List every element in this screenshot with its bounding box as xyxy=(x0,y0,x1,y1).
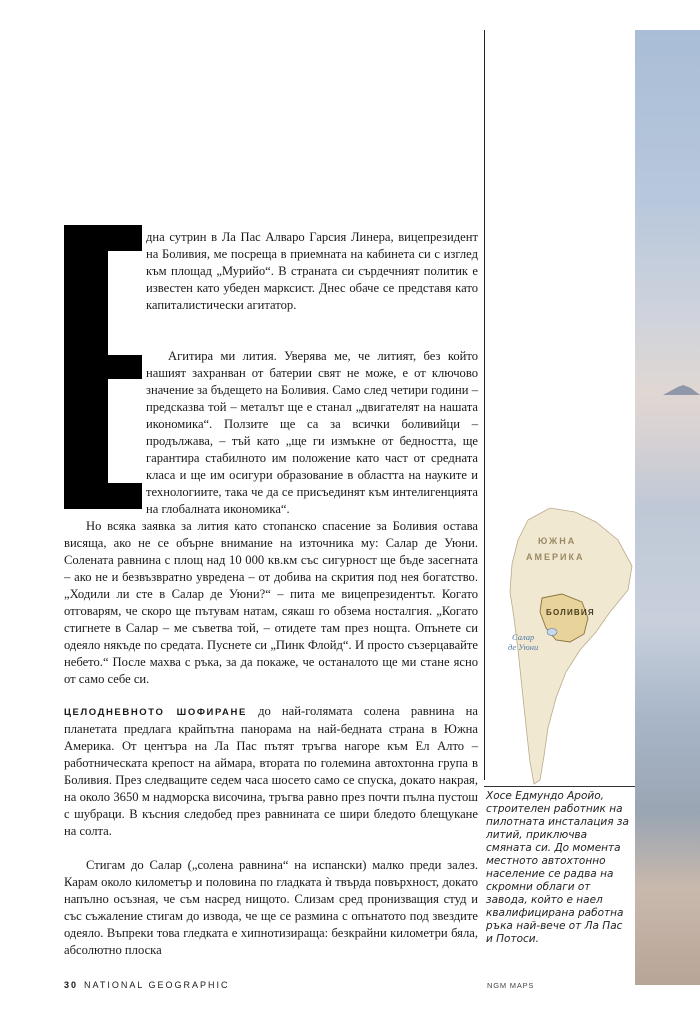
salar-de-uyuni-marker xyxy=(547,629,557,636)
paragraph-5: Стигам до Салар („солена равнина“ на испански) малко преди залез. Карам около километър и половина по гладката ѝ твърда повърхност, докато напълно осъзная, че съм насред нищото. Слизам сред пронизващия студ и със съжаление стигам до извода, че ще се размина с опънатото под звездите одеяло. Въпреки това гледката е хипнотизираща: безкрайни километри бяла, абсолютно плоска xyxy=(64,858,478,957)
magazine-name: NATIONAL GEOGRAPHIC xyxy=(84,980,230,990)
page-folio xyxy=(64,980,230,990)
paragraph-4-text: до най-голямата солена равнина на планетата предлага крайпътна панорама на най-бедната страна в Южна Америка. От центъра на Ла Пас пътят тръгва нагоре към Ел Алто – работническата крепост на аймара, втората по големина автохтонна група в Боливия. През следващите седем часа шосето само се спуска, докато накрая, на около 3650 м надморска височина, тръгва равно през почти пълна пустош с шубраци. В късния следобед през равнината се шири бледото блещукане на солта. xyxy=(64,704,478,838)
map-label-salar xyxy=(508,632,538,652)
map-label-america: АМЕРИКА xyxy=(526,552,585,562)
map-label-salar-line2: де Уюни xyxy=(508,642,539,652)
paragraph-2: Агитира ми лития. Уверява ме, че литият, без който нашият захранван от батерии свят не може, е от ключово значение за бъдещето на Боливия. Само след четири години – предсказва той – металът ще е станал „двигателят на нашата икономика“. Ползите ще са за всички боливийци – продължава, – тъй като „ще ги измъкне от бедността, ще гарантира стабилното им положение като част от средната класа и ще им осигури образование в областта на науките и технологиите, така че да се присъединят към интелигенцията на глобалната икономика“. xyxy=(146,349,478,516)
section-lead-in: ЦЕЛОДНЕВНОТО ШОФИРАНЕ xyxy=(64,707,247,718)
photo-caption: Хосе Едмундо Аройо, строителен работник на пилотната инсталация за литий, приключва смяната си. До момента местното автохтонно население се радва на скромни облаги от завода, който е наел квалифицирана работна ръка най-вече от Ла Пас и Потоси. xyxy=(486,790,629,945)
caption-divider xyxy=(484,786,635,787)
distant-mountain-shape xyxy=(663,385,700,395)
salt-flat-photo-strip xyxy=(635,30,700,985)
paragraph-4 xyxy=(64,703,478,840)
map-credit: NGM MAPS xyxy=(487,981,535,990)
map-label-south: ЮЖНА xyxy=(538,536,577,546)
map-label-salar-line1: Салар xyxy=(511,632,535,642)
column-divider xyxy=(484,30,485,780)
page-number: 30 xyxy=(64,980,79,990)
map-label-bolivia: БОЛИВИЯ xyxy=(546,608,595,617)
locator-map xyxy=(500,500,635,790)
paragraph-1: дна сутрин в Ла Пас Алваро Гарсия Линера, вицепрезидент на Боливия, ме посреща в приемната на кабинета си с изглед към площад „Мурийо“. В страната си сърдечният политик е известен като убеден марксист. Днес обаче се представя като капиталистически агитатор. xyxy=(146,230,478,312)
paragraph-3: Но всяка заявка за лития като стопанско спасение за Боливия остава висяща, ако не се обърне внимание на източника му: Салар де Уюни. Солената равнина с площ над 10 000 кв.км със сигурност ще бъде засегната – ако не и безвъзвратно увредена – от добива на скрития под нея богатство. „Ходили ли сте в Салар де Уюни?“ – пита ме вицепрезидентът. Когато отговарям, че скоро ще пътувам натам, сякаш го обзема носталгия. „Когато стигнете в Салар – ме съветва той, – отидете там през нощта. Опънете си одеяло някъде по средата. Пуснете си „Пинк Флойд“. И просто съзерцавайте небето.“ После махва с ръка, за да покаже, че останалото ще ми стане ясно от само себе си. xyxy=(64,519,478,686)
drop-cap-letter xyxy=(64,225,142,509)
